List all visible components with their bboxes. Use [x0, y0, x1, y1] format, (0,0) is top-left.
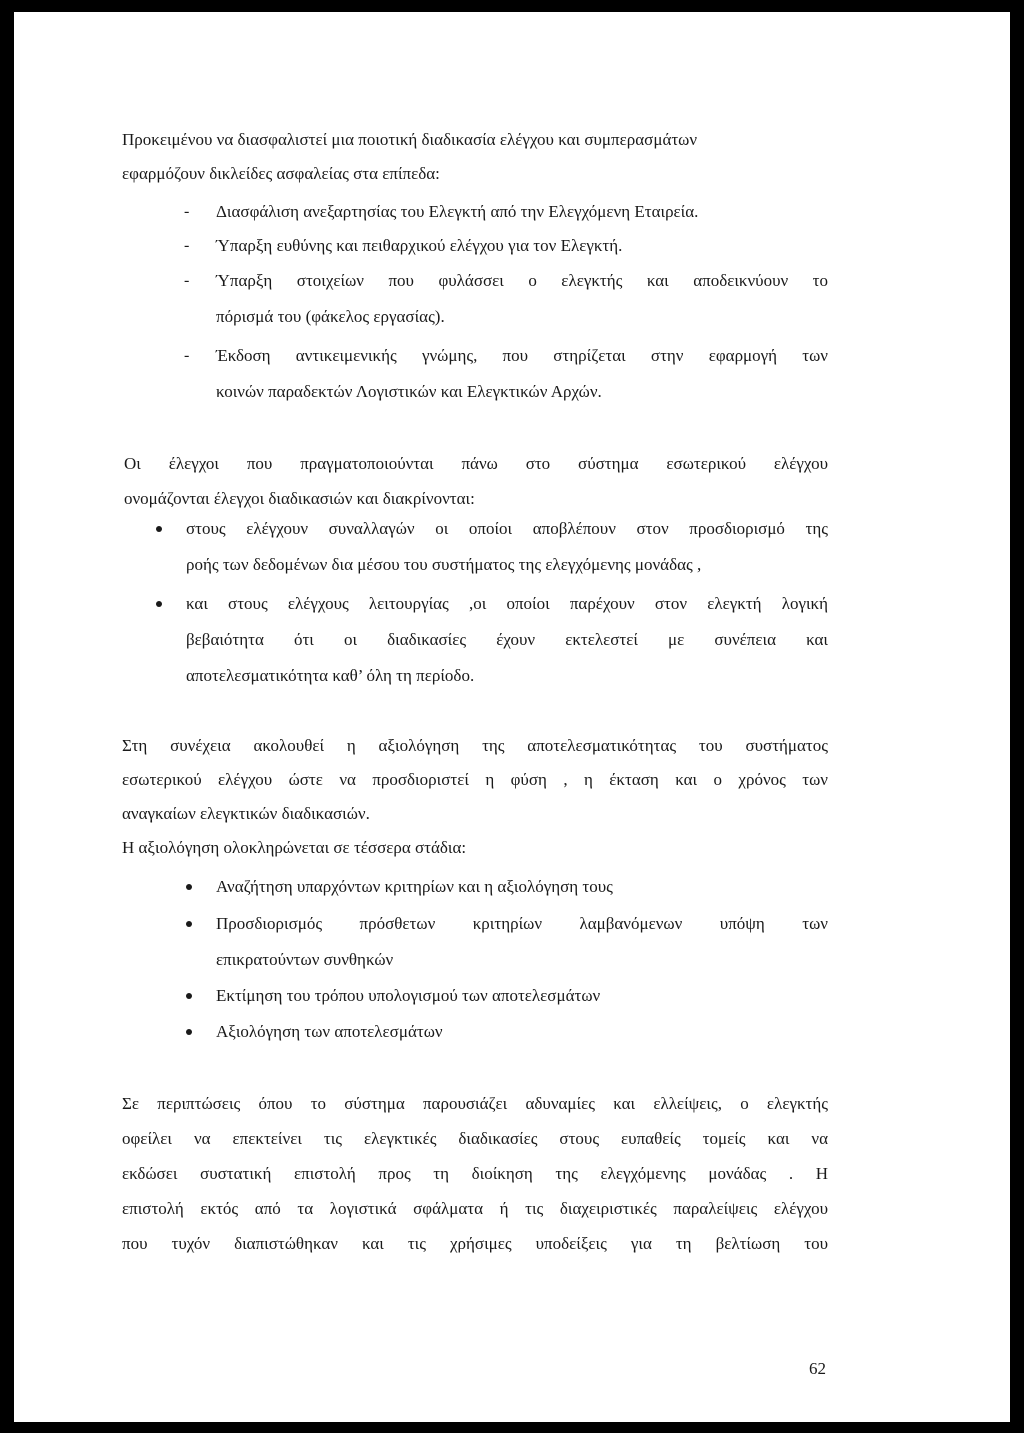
- bullet-icon: [186, 921, 192, 927]
- controls-item-1-line-2: ροής των δεδομένων δια μέσου του συστήματος της ελεγχόμενης μονάδας ,: [186, 555, 702, 574]
- dash-marker: -: [184, 347, 190, 364]
- safeguard-item-4-line-2: κοινών παραδεκτών Λογιστικών και Ελεγκτικών Αρχών.: [216, 382, 602, 401]
- weakness-line-2: οφείλει να επεκτείνει τις ελεγκτικές διαδικασίες στους ευπαθείς τομείς και να: [122, 1129, 828, 1148]
- evaluation-line-3: αναγκαίων ελεγκτικών διαδικασιών.: [122, 804, 370, 823]
- controls-item-1-line-1: στους ελέγχουν συναλλαγών οι οποίοι αποβλέπουν στον προσδιορισμό της: [186, 519, 828, 538]
- safeguard-item-3-line-1: Ύπαρξη στοιχείων που φυλάσσει ο ελεγκτής και αποδεικνύουν το: [216, 271, 828, 290]
- evaluation-line-1: Στη συνέχεια ακολουθεί η αξιολόγηση της αποτελεσματικότητας του συστήματος: [122, 736, 828, 755]
- controls-line-2: ονομάζονται έλεγχοι διαδικασιών και διακρίνονται:: [124, 489, 475, 508]
- stages-intro: Η αξιολόγηση ολοκληρώνεται σε τέσσερα στάδια:: [122, 838, 467, 857]
- bullet-icon: [186, 993, 192, 999]
- document-page: [14, 12, 1010, 1422]
- controls-line-1: Οι έλεγχοι που πραγματοποιούνται πάνω στο σύστημα εσωτερικού ελέγχου: [124, 454, 828, 473]
- safeguard-item-4-line-1: Έκδοση αντικειμενικής γνώμης, που στηρίζεται στην εφαρμογή των: [216, 346, 828, 365]
- bullet-icon: [186, 884, 192, 890]
- evaluation-line-2: εσωτερικού ελέγχου ώστε να προσδιοριστεί η φύση , η έκταση και ο χρόνος των: [122, 770, 828, 789]
- dash-marker: -: [184, 272, 190, 289]
- safeguard-item-1: Διασφάλιση ανεξαρτησίας του Ελεγκτή από την Ελεγχόμενη Εταιρεία.: [216, 202, 699, 221]
- weakness-line-3: εκδώσει συστατική επιστολή προς τη διοίκηση της ελεγχόμενης μονάδας . Η: [122, 1164, 828, 1183]
- safeguard-item-2: Ύπαρξη ευθύνης και πειθαρχικού ελέγχου για τον Ελεγκτή.: [216, 236, 623, 255]
- weakness-line-4: επιστολή εκτός από τα λογιστικά σφάλματα ή τις διαχειριστικές παραλείψεις ελέγχου: [122, 1199, 828, 1218]
- intro-line-1: Προκειμένου να διασφαλιστεί μια ποιοτική διαδικασία ελέγχου και συμπερασμάτων: [122, 130, 698, 149]
- safeguard-item-3-line-2: πόρισμά του (φάκελος εργασίας).: [216, 307, 445, 326]
- dash-marker: -: [184, 203, 190, 220]
- weakness-line-5: που τυχόν διαπιστώθηκαν και τις χρήσιμες υποδείξεις για τη βελτίωση του: [122, 1234, 828, 1253]
- dash-marker: -: [184, 237, 190, 254]
- page-number: 62: [809, 1359, 826, 1378]
- bullet-icon: [186, 1029, 192, 1035]
- stage-item-4: Αξιολόγηση των αποτελεσμάτων: [216, 1022, 443, 1041]
- controls-item-2-line-3: αποτελεσματικότητα καθ’ όλη τη περίοδο.: [186, 666, 475, 685]
- stage-item-2-line-2: επικρατούντων συνθηκών: [216, 950, 394, 969]
- intro-line-2: εφαρμόζουν δικλείδες ασφαλείας στα επίπεδα:: [122, 164, 440, 183]
- stage-item-2-line-1: Προσδιορισμός πρόσθετων κριτηρίων λαμβανόμενων υπόψη των: [216, 914, 828, 933]
- stage-item-3: Εκτίμηση του τρόπου υπολογισμού των αποτελεσμάτων: [216, 986, 601, 1005]
- controls-item-2-line-2: βεβαιότητα ότι οι διαδικασίες έχουν εκτελεστεί με συνέπεια και: [186, 630, 828, 649]
- stage-item-1: Αναζήτηση υπαρχόντων κριτηρίων και η αξιολόγηση τους: [216, 877, 613, 896]
- bullet-icon: [156, 526, 162, 532]
- controls-item-2-line-1: και στους ελέγχους λειτουργίας ,οι οποίοι παρέχουν στον ελεγκτή λογική: [186, 594, 828, 613]
- weakness-line-1: Σε περιπτώσεις όπου το σύστημα παρουσιάζει αδυναμίες και ελλείψεις, ο ελεγκτής: [122, 1094, 828, 1113]
- bullet-icon: [156, 601, 162, 607]
